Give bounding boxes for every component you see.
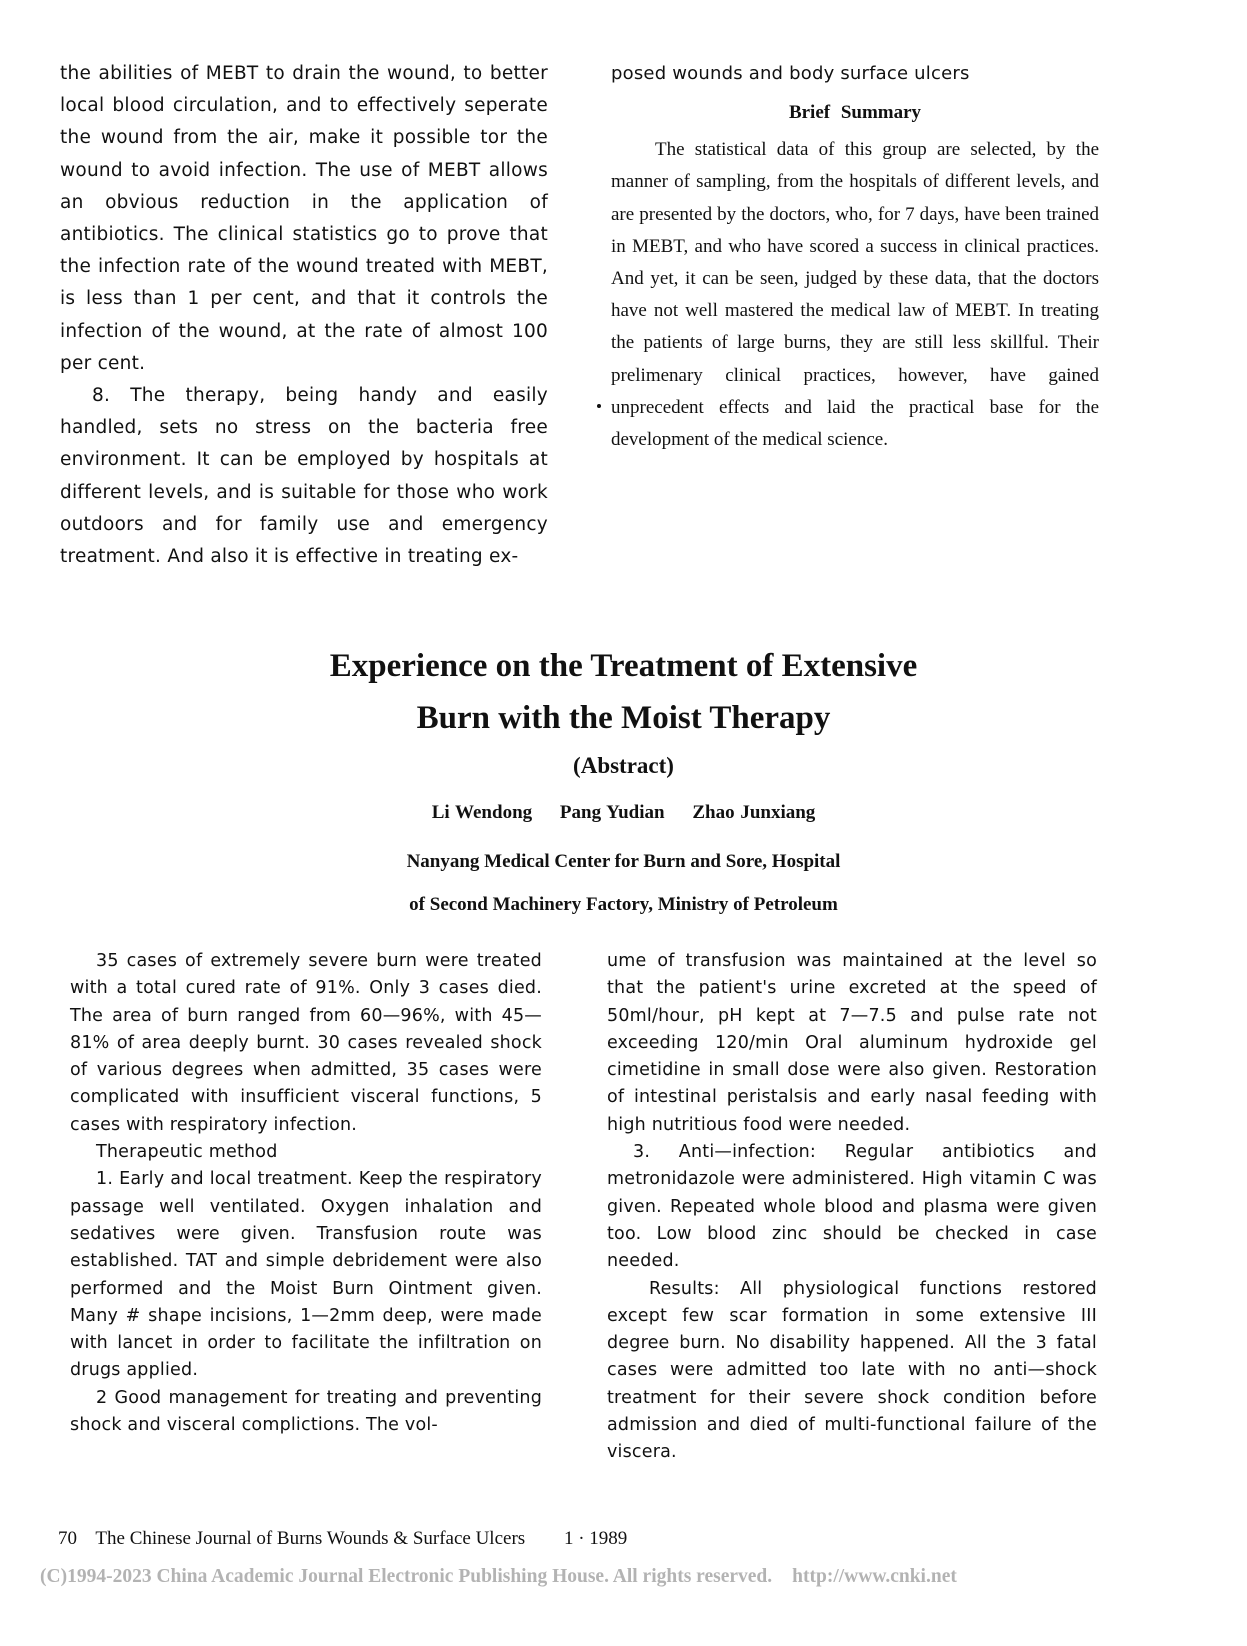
body-paragraph: Results: All physiological functions restored except few scar formation in some extensive III degree burn. No disability happened. All the 3 fatal cases were admitted too late with no anti—shock treatment for their severe shock condition before admission and died of multi-functional failure of the viscera.	[607, 1278, 1097, 1463]
article-header	[0, 640, 1247, 926]
author-name: Pang Yudian	[559, 802, 665, 823]
stray-dot	[597, 404, 601, 408]
continuation-line: posed wounds and body surface ulcers	[611, 63, 970, 84]
body-paragraph: 2 Good management for treating and preventing shock and visceral complictions. The vol-	[70, 1387, 542, 1436]
copyright-notice	[40, 1566, 957, 1588]
page-footer	[58, 1528, 641, 1550]
bottom-right-column	[607, 948, 1097, 1467]
section-heading: Brief Summary	[788, 102, 922, 124]
affiliation-line2: of Second Machinery Factory, Ministry of Petroleum	[409, 894, 838, 915]
copyright-text: (C)1994-2023 China Academic Journal Electronic Publishing House. All rights reserved.	[40, 1566, 773, 1587]
subheading: Therapeutic method	[96, 1142, 278, 1163]
page-number: 70	[58, 1528, 77, 1549]
body-paragraph: ume of transfusion was maintained at the level so that the patient's urine excreted at the speed of 50ml/hour, pH kept at 7—7.5 and pulse rate not exceeding 120/min Oral aluminum hydroxide gel cimetidine in small dose were also given. Restoration of intestinal peristalsis and early nasal feeding with high nutritious food were needed.	[607, 951, 1097, 1135]
abstract-label: (Abstract)	[573, 753, 674, 778]
body-paragraph: 8. The therapy, being handy and easily handled, sets no stress on the bacteria free environment. It can be employed by hospitals at different levels, and is suitable for those who work outdoors and for family use and emergency treatment. And also it is effective in treating ex-	[60, 385, 548, 568]
body-paragraph: 35 cases of extremely severe burn were treated with a total cured rate of 91%. Only 3 cases died. The area of burn ranged from 60—96%, with 45—81% of area deeply burnt. 30 cases revealed shock of various degrees when admitted, 35 cases were complicated with insufficient visceral functions, 5 cases with respiratory infection.	[70, 951, 542, 1135]
body-paragraph: 1. Early and local treatment. Keep the respiratory passage well ventilated. Oxygen inhalation and sedatives were given. Transfusion route was established. TAT and simple debridement were also performed and the Moist Burn Ointment given. Many # shape incisions, 1—2mm deep, were made with lancet in order to facilitate the infiltration on drugs applied.	[70, 1169, 542, 1381]
body-paragraph: the abilities of MEBT to drain the wound, to better local blood circulation, and to effectively seperate the wound from the air, make it possible tor the wound to avoid infection. The use of MEBT allows an obvious reduction in the application of antibiotics. The clinical statistics go to prove that the infection rate of the wound treated with MEBT, is less than 1 per cent, and that it controls the infection of the wound, at the rate of almost 100 per cent.	[60, 63, 548, 374]
article-title-line2: Burn with the Moist Therapy	[416, 700, 831, 736]
publisher-url[interactable]: http://www.cnki.net	[792, 1566, 957, 1587]
journal-name: The Chinese Journal of Burns Wounds & Surface Ulcers	[95, 1528, 526, 1549]
author-name: Li Wendong	[431, 802, 533, 823]
body-paragraph: 3. Anti—infection: Regular antibiotics and metronidazole were administered. High vitamin C was given. Repeated whole blood and plasma were given too. Low blood zinc should be checked in case needed.	[607, 1142, 1097, 1272]
affiliation-line1: Nanyang Medical Center for Burn and Sore, Hospital	[406, 851, 841, 872]
top-right-column	[611, 58, 1099, 456]
top-left-column	[60, 58, 548, 573]
author-name: Zhao Junxiang	[692, 802, 816, 823]
author-list	[0, 802, 1247, 824]
bottom-left-column	[70, 948, 542, 1439]
issue-label: 1 · 1989	[563, 1528, 628, 1549]
article-title-line1: Experience on the Treatment of Extensive	[329, 648, 918, 684]
summary-paragraph: The statistical data of this group are selected, by the manner of sampling, from the hospitals of different levels, and are presented by the doctors, who, for 7 days, have been trained in MEBT, and who have scored a success in clinical practices. And yet, it can be seen, judged by these data, that the doctors have not well mastered the medical law of MEBT. In treating the patients of large burns, they are still less skillful. Their prelimenary clinical practices, however, have gained unprecedent effects and laid the practical base for the development of the medical science.	[611, 139, 1099, 451]
